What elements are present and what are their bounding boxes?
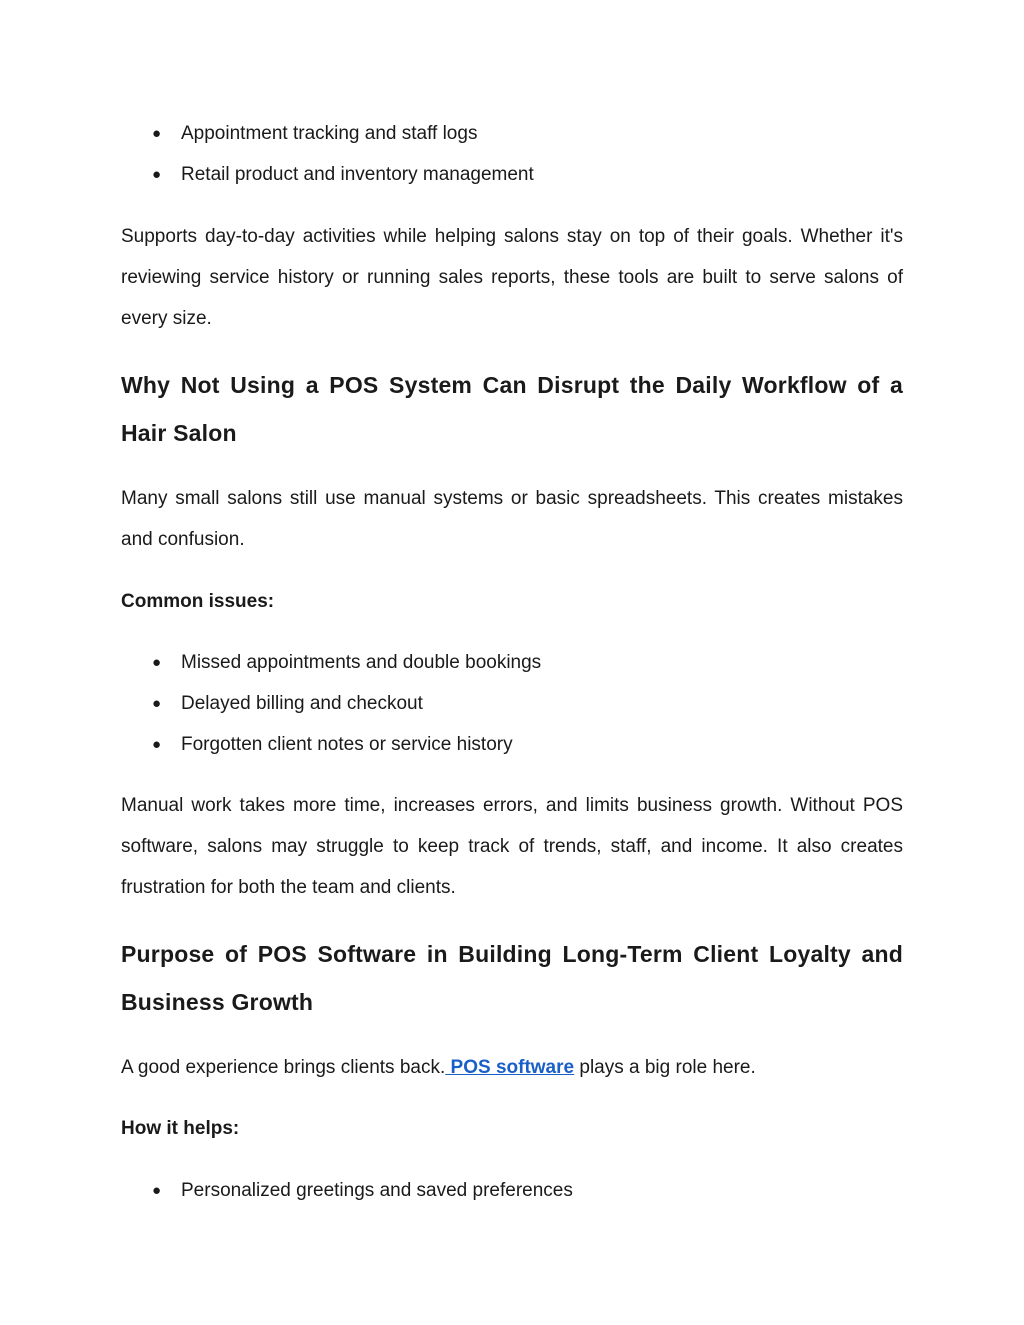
list-item: ● Appointment tracking and staff logs xyxy=(121,113,903,154)
pos-software-link[interactable]: POS software xyxy=(445,1057,575,1078)
section1-bullet-list xyxy=(121,642,903,765)
bullet-icon: ● xyxy=(152,1182,162,1199)
top-bullet-list xyxy=(121,113,903,195)
section2-label: How it helps: xyxy=(121,1118,240,1139)
bullet-icon: ● xyxy=(152,166,162,183)
bullet-icon: ● xyxy=(152,654,162,671)
list-item: ● Personalized greetings and saved preferences xyxy=(121,1170,903,1211)
intro-paragraph: Supports day-to-day activities while helping salons stay on top of their goals. Whether it's reviewing service history or running sales reports, these tools are built to serve salons of every size. xyxy=(121,226,903,329)
bullet-icon: ● xyxy=(152,695,162,712)
section1-closing-paragraph: Manual work takes more time, increases errors, and limits business growth. Without POS software, salons may struggle to keep track of trends, staff, and income. It also creates frustration for both the team and clients. xyxy=(121,795,903,898)
section1-label: Common issues: xyxy=(121,591,275,612)
section2-bullet-list xyxy=(121,1170,903,1211)
bullet-icon: ● xyxy=(152,125,162,142)
section1-heading: Why Not Using a POS System Can Disrupt the Daily Workflow of a Hair Salon xyxy=(121,372,903,446)
section2-heading: Purpose of POS Software in Building Long-Term Client Loyalty and Business Growth xyxy=(121,941,903,1015)
list-item: ● Delayed billing and checkout xyxy=(121,683,903,724)
list-item: ● Forgotten client notes or service history xyxy=(121,724,903,765)
list-item: ● Missed appointments and double bookings xyxy=(121,642,903,683)
section1-paragraph: Many small salons still use manual systems or basic spreadsheets. This creates mistakes and confusion. xyxy=(121,488,903,550)
list-item: ● Retail product and inventory management xyxy=(121,154,903,195)
bullet-icon: ● xyxy=(152,736,162,753)
section2-paragraph: A good experience brings clients back. POS software plays a big role here. xyxy=(121,1057,756,1078)
